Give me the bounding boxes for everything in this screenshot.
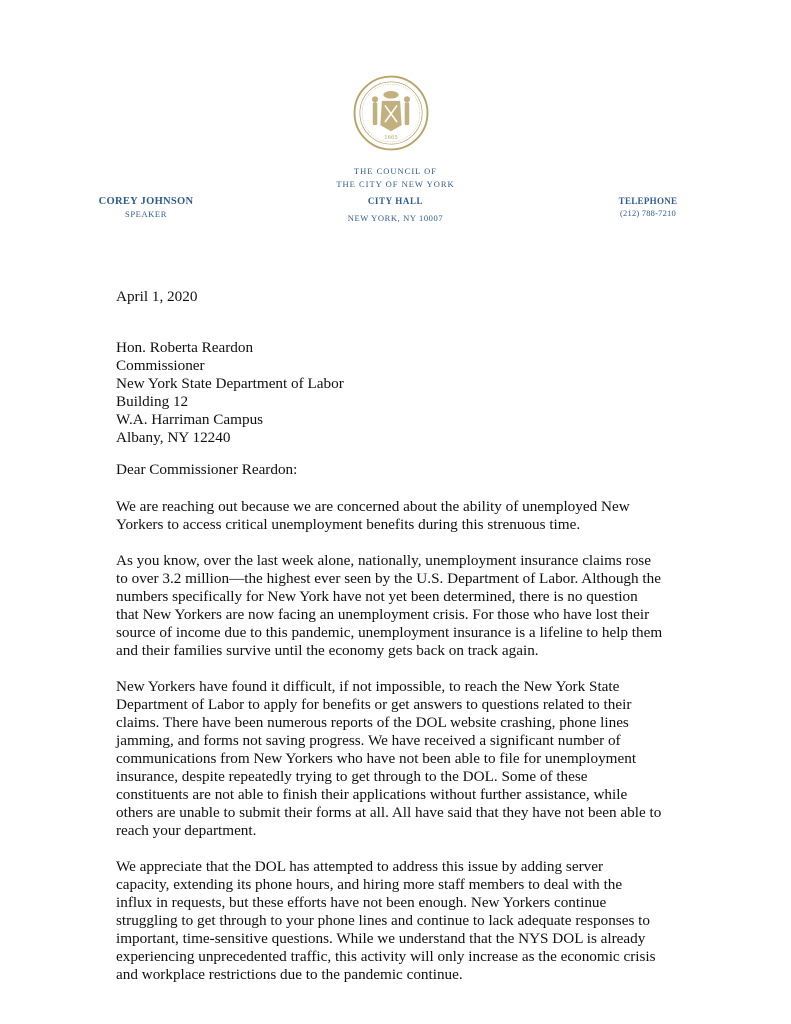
paragraph-line: capacity, extending its phone hours, and hiring more staff members to deal with the (116, 876, 623, 893)
telephone-block (600, 196, 696, 218)
telephone-label: TELEPHONE (618, 196, 678, 206)
paragraph-line: Yorkers to access critical unemployment benefits during this strenuous time. (116, 516, 581, 533)
recipient-line: Commissioner (116, 357, 205, 374)
paragraph-line: constituents are not able to finish their applications without further assistance, while (116, 786, 628, 803)
paragraph-2 (116, 552, 676, 660)
paragraph-line: source of income due to this pandemic, unemployment insurance is a lifeline to help them (116, 624, 663, 641)
speaker-name: COREY JOHNSON (98, 196, 194, 207)
paragraph-1 (116, 498, 676, 534)
paragraph-line: New Yorkers have found it difficult, if not impossible, to reach the New York State (116, 678, 620, 695)
paragraph-line: others are unable to submit their forms at all. All have said that they have not been able to (116, 804, 662, 821)
recipient-line: Albany, NY 12240 (116, 429, 231, 446)
recipient-line: New York State Department of Labor (116, 375, 344, 392)
paragraph-line: jamming, and forms not saving progress. We have received a significant number of (116, 732, 621, 749)
city-hall-address: NEW YORK, NY 10007 (347, 213, 444, 223)
paragraph-line: to over 3.2 million—the highest ever seen by the U.S. Department of Labor. Although the (116, 570, 661, 587)
paragraph-line: experiencing unprecedented traffic, this activity will only increase as the economic crisis (116, 948, 656, 965)
paragraph-line: reach your department. (116, 822, 257, 839)
paragraph-line: We are reaching out because we are concerned about the ability of unemployed New (116, 498, 630, 515)
recipient-line: W.A. Harriman Campus (116, 411, 264, 428)
paragraph-line: that New Yorkers are now facing an unemployment crisis. For those who have lost their (116, 606, 650, 623)
salutation: Dear Commissioner Reardon: (116, 461, 298, 478)
recipient-line: Building 12 (116, 393, 189, 410)
paragraph-line: We appreciate that the DOL has attempted to address this issue by adding server (116, 858, 604, 875)
paragraph-line: numbers specifically for New York have not yet been determined, there is no question (116, 588, 638, 605)
speaker-title: SPEAKER (125, 209, 167, 219)
recipient-line: Hon. Roberta Reardon (116, 339, 254, 356)
telephone-number: (212) 788-7210 (620, 208, 676, 218)
paragraph-line: As you know, over the last week alone, nationally, unemployment insurance claims rose (116, 552, 651, 569)
org-line-2: THE CITY OF NEW YORK (336, 179, 455, 189)
org-line-1: THE COUNCIL OF (353, 166, 438, 176)
paragraph-line: and workplace restrictions due to the pandemic continue. (116, 966, 463, 983)
letter-date: April 1, 2020 (116, 288, 198, 305)
paragraph-4 (116, 858, 676, 984)
city-hall-label: CITY HALL (367, 196, 424, 206)
paragraph-line: Department of Labor to apply for benefits or get answers to questions related to their (116, 696, 632, 713)
paragraph-line: important, time-sensitive questions. While we understand that the NYS DOL is already (116, 930, 646, 947)
paragraph-line: struggling to get through to your phone lines and continue to lack adequate responses to (116, 912, 650, 929)
svg-text:1665: 1665 (384, 134, 398, 141)
paragraph-line: claims. There have been numerous reports of the DOL website crashing, phone lines (116, 714, 629, 731)
paragraph-line: influx in requests, but these efforts have not been enough. New Yorkers continue (116, 894, 607, 911)
paragraph-line: insurance, despite repeatedly trying to get through to the DOL. Some of these (116, 768, 588, 785)
recipient-address (116, 339, 676, 447)
paragraph-line: communications from New Yorkers who have not been able to file for unemployment (116, 750, 637, 767)
city-council-seal (353, 75, 429, 151)
paragraph-line: and their families survive until the economy gets back on track again. (116, 642, 539, 659)
paragraph-3 (116, 678, 676, 840)
